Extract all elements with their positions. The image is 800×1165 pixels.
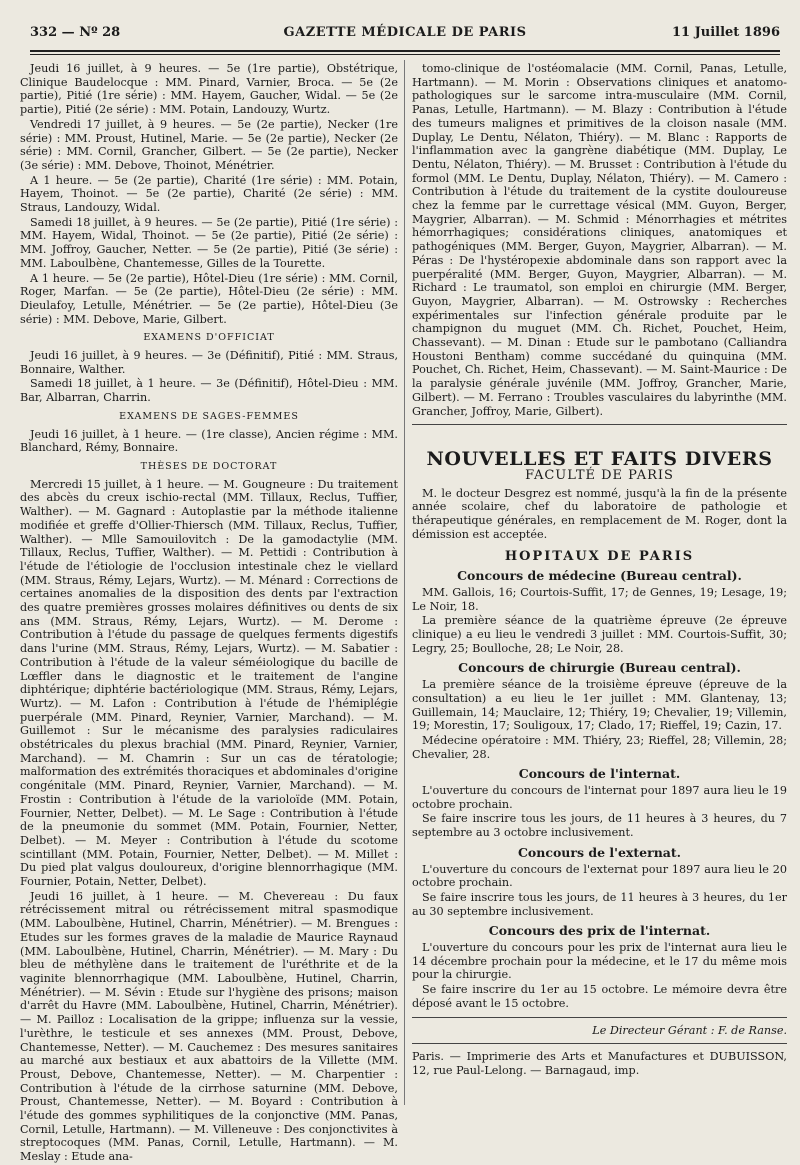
concours-medecine-heading: Concours de médecine (Bureau central). xyxy=(457,568,742,584)
prix-opening: L'ouverture du concours pour les prix de l'internat aura lieu le 14 décembre prochain pour la médecine, et le 17 du même mois pour la chirurgie. xyxy=(412,941,787,982)
faculty-heading: FACULTÉ DE PARIS xyxy=(525,467,674,483)
page-header xyxy=(30,25,780,45)
imprint-rule xyxy=(412,1043,787,1044)
section-rule xyxy=(412,424,787,425)
hospitals-heading: HOPITAUX DE PARIS xyxy=(504,548,695,564)
concours-chirurgie-scores: La première séance de la troisième épreuve (épreuve de la consultation) a eu lieu le 1er juillet : MM. Glantenay, 13; Guillemain, 14; Mauclaire, 12; Thiéry, 19; Chevalier, 19; Villemin, 19; Morestin, 17; Souligoux, 17; Clado, 17; Rieffel, 19; Cazin, 17. xyxy=(412,678,787,733)
section-heading-officiat: EXAMENS D'OFFICIAT xyxy=(143,332,275,344)
exam-schedule-thursday: Jeudi 16 juillet, à 9 heures. — 5e (1re partie), Obstétrique, Clinique Baudelocque : MM. Pinard, Varnier, Broca. — 5e (2e partie), Pitié (1re série) : MM. Hayem, Gaucher, Widal. — 5e (2e partie), Pitié (2e série) : MM. Potain, Landouzy, Wurtz. xyxy=(20,62,398,117)
concours-prix-heading: Concours des prix de l'internat. xyxy=(488,923,711,939)
prix-registration: Se faire inscrire du 1er au 15 octobre. Le mémoire devra être déposé avant le 15 octobre. xyxy=(412,983,787,1010)
exam-schedule-friday: Vendredi 17 juillet, à 9 heures. — 5e (2e partie), Necker (1re série) : MM. Proust, Hutinel, Marie. — 5e (2e partie), Necker (2e série) : MM. Cornil, Grancher, Gilbert. — 5e (2e partie), Necker (3e série) : MM. Debove, Thoinot, Ménétrier. xyxy=(20,117,398,172)
medecine-operatoire: Médecine opératoire : MM. Thiéry, 23; Rieffel, 28; Villemin, 28; Chevalier, 28. xyxy=(412,733,787,761)
section-heading-theses: THÈSES DE DOCTORAT xyxy=(140,460,278,472)
section-heading-sages-femmes: EXAMENS DE SAGES-FEMMES xyxy=(119,410,299,422)
internat-opening: L'ouverture du concours de l'internat pour 1897 aura lieu le 19 octobre prochain. xyxy=(412,784,787,811)
journal-title: GAZETTE MÉDICALE DE PARIS xyxy=(283,25,527,40)
director-signature: Le Directeur Gérant : F. de Ranse. xyxy=(592,1023,787,1037)
theses-continued: tomo-clinique de l'ostéomalacie (MM. Cornil, Panas, Letulle, Hartmann). — M. Morin : Observations cliniques et anatomo-pathologiques sur le sarcome intra-musculaire (MM. Cornil, Panas, Letulle, Hartmann). — M. Blazy : Contribution à l'étude des tumeurs malignes et primitives de la cloison nasale (MM. Duplay, Le Dentu, Nélaton, Thiéry). — M. Blanc : Rapports de l'inflammation avec la gangrène diabétique (MM. Duplay, Le Dentu, Nélaton, Thiéry). — M. Brusset : Contribution à l'étude du formol (MM. Le Dentu, Duplay, Nélaton, Thiéry). — M. Camero : Contribution à l'étude du traitement de la cystite douloureuse chez la femme par le currettage vésical (MM. Guyon, Berger, Maygrier, Albarran). — M. Schmid : Ménorrhagies et métrites hémorrhagiques; considérations cliniques, anatomiques et pathogéniques (MM. Berger, Guyon, Maygrier, Albarran). — M. Péras : De l'hystéropexie abdominale dans son rapport avec la puerpéralité (MM. Berger, Guyon, Maygrier, Albarran). — M. Richard : Le traumatol, son emploi en chirurgie (MM. Berger, Guyon, Maygrier, Albarran). — M. Ostrowsky : Recherches expérimentales sur l'infection générale produite par le champignon du muguet (MM. Ch. Richet, Pouchet, Heim, Chassevant). — M. Dinan : Etude sur le pambotano (Calliandra Houstoni Bentham) comme succédané du quinquina (MM. Pouchet, Ch. Richet, Heim, Chassevant). — M. Saint-Maurice : De la paralysie générale juvénile (MM. Joffroy, Grancher, Marie, Gilbert). — M. Ferrano : Troubles vasculaires du labyrinthe (MM. Grancher, Joffroy, Marie, Gilbert). xyxy=(412,62,787,418)
concours-chirurgie-heading: Concours de chirurgie (Bureau central). xyxy=(458,660,741,676)
faculty-news: M. le docteur Desgrez est nommé, jusqu'à la fin de la présente année scolaire, chef du laboratoire de pathologie et thérapeutique générales, en remplacement de M. Roger, dont la démission est acceptée. xyxy=(412,486,787,541)
officiat-saturday: Samedi 18 juillet, à 1 heure. — 3e (Définitif), Hôtel-Dieu : MM. Bar, Albarran, Charrin. xyxy=(20,377,398,405)
signature-rule xyxy=(412,1017,787,1018)
internat-registration: Se faire inscrire tous les jours, de 11 heures à 3 heures, du 7 septembre au 3 octobre inclusivement. xyxy=(412,812,787,840)
left-column xyxy=(20,62,398,1165)
concours-medecine-clinique: La première séance de la quatrième épreuve (2e épreuve clinique) a eu lieu le vendredi 3 juillet : MM. Courtois-Suffit, 30; Legry, 25; Boulloche, 28; Le Noir, 28. xyxy=(412,614,787,655)
externat-registration: Se faire inscrire tous les jours, de 11 heures à 3 heures, du 1er au 30 septembre inclusivement. xyxy=(412,890,787,918)
concours-internat-heading: Concours de l'internat. xyxy=(518,766,681,782)
header-rule xyxy=(30,50,780,52)
news-title: NOUVELLES ET FAITS DIVERS xyxy=(426,448,773,471)
concours-externat-heading: Concours de l'externat. xyxy=(517,844,682,860)
concours-medecine-scores: MM. Gallois, 16; Courtois-Suffit, 17; de Gennes, 19; Lesage, 19; Le Noir, 18. xyxy=(412,585,787,613)
issue-date: 11 Juillet 1896 xyxy=(671,25,780,40)
printer-imprint: Paris. — Imprimerie des Arts et Manufactures et DUBUISSON, 12, rue Paul-Lelong. — Barnagaud, imp. xyxy=(412,1050,787,1077)
column-divider xyxy=(404,60,405,1105)
exam-schedule-friday-afternoon: A 1 heure. — 5e (2e partie), Charité (1re série) : MM. Potain, Hayem, Thoinot. — 5e (2e partie), Charité (2e série) : MM. Straus, Landouzy, Widal. xyxy=(20,173,398,215)
theses-thursday: Jeudi 16 juillet, à 1 heure. — M. Chevereau : Du faux rétrécissement mitral ou rétrécissement mitral spasmodique (MM. Laboulbène, Hutinel, Charrin, Ménétrier). — M. Brengues : Etudes sur les formes graves de la maladie de Maurice Raynaud (MM. Laboulbène, Hutinel, Charrin, Ménétrier). — M. Mary : Du bleu de méthylène dans le traitement de l'uréthrite et de la vaginite blennorrhagique (MM. Laboulbène, Hutinel, Charrin, Ménétrier). — M. Sévin : Etude sur l'hygiène des prisons; maison d'arrêt du Havre (MM. Laboulbène, Hutinel, Charrin, Ménétrier). — M. Pailloz : Localisation de la grippe; influenza sur la vessie, l'urèthre, le testicule et ses annexes (MM. Proust, Debove, Chantemesse, Netter). — M. Cauchemez : Des mesures sanitaires au marché aux bestiaux et aux abattoirs de la Villette (MM. Proust, Debove, Chantemesse, Netter). — M. Charpentier : Contribution à l'étude de la cirrhose saturnine (MM. Debove, Proust, Chantemesse, Netter). — M. Boyard : Contribution à l'étude des gommes syphilitiques de la conjonctive (MM. Panas, Cornil, Letulle, Hartmann). — M. Villeneuve : Des conjonctivites à streptocoques (MM. Panas, Cornil, Letulle, Hartmann). — M. Meslay : Etude ana- xyxy=(20,889,398,1164)
exam-schedule-saturday-afternoon: A 1 heure. — 5e (2e partie), Hôtel-Dieu (1re série) : MM. Cornil, Roger, Marfan. — 5e (2e partie), Hôtel-Dieu (2e série) : MM. Dieulafoy, Letulle, Ménétrier. — 5e (2e partie), Hôtel-Dieu (3e série) : MM. Debove, Marie, Gilbert. xyxy=(20,271,398,326)
officiat-thursday: Jeudi 16 juillet, à 9 heures. — 3e (Définitif), Pitié : MM. Straus, Bonnaire, Walther. xyxy=(20,349,398,376)
theses-wednesday: Mercredi 15 juillet, à 1 heure. — M. Gougneure : Du traitement des abcès du creux ischio-rectal (MM. Tillaux, Reclus, Tuffier, Walther). — M. Gagnard : Autoplastie par la méthode italienne modifiée et greffe d'Ollier-Thiersch (MM. Tillaux, Reclus, Tuffier, Walther). — Mlle Samouilovitch : De la gamodactylie (MM. Tillaux, Reclus, Tuffier, Walther). — M. Pettidi : Contribution à l'étude de l'étiologie de l'occlusion intestinale chez le viellard (MM. Straus, Rémy, Lejars, Wurtz). — M. Ménard : Corrections de certaines anomalies de la disposition des dents par l'extraction des quatre premières grosses molaires définitives ou dents de six ans (MM. Straus, Rémy, Lejars, Wurtz). — M. Derome : Contribution à l'étude du passage de quelques ferments digestifs dans l'urine (MM. Straus, Rémy, Lejars, Wurtz). — M. Sabatier : Contribution à l'étude de la valeur séméiologique du bacille de Lœffler dans le diagnostic et le traitement de l'angine diphtérique; diphtérie bactériologique (MM. Straus, Rémy, Lejars, Wurtz). — M. Lafon : Contribution à l'étude de l'hémiplégie puerpérale (MM. Pinard, Reynier, Varnier, Marchand). — M. Guillemot : Sur le mécanisme des paralysies radiculaires obstétricales du plexus brachial (MM. Pinard, Reynier, Varnier, Marchand). — M. Chamrin : Sur un cas de tératologie; malformation des extrémités thoraciques et abdominales d'origine congénitale (MM. Pinard, Reynier, Varnier, Marchand). — M. Frostin : Contribution à l'étude de la varioloïde (MM. Potain, Fournier, Netter, Delbet). — M. Le Sage : Contribution à l'étude de la pneumonie du sommet (MM. Potain, Fournier, Netter, Delbet). — M. Meyer : Contribution à l'étude du scotome scintillant (MM. Potain, Fournier, Netter, Delbet). — M. Millet : Du pied plat valgus douloureux, d'origine blennorrhagique (MM. Fournier, Potain, Netter, Delbet). xyxy=(20,477,399,889)
sages-femmes-thursday: Jeudi 16 juillet, à 1 heure. — (1re classe), Ancien régime : MM. Blanchard, Rémy, Bonnaire. xyxy=(20,427,398,455)
header-rule-thin xyxy=(30,54,780,55)
externat-opening: L'ouverture du concours de l'externat pour 1897 aura lieu le 20 octobre prochain. xyxy=(412,862,787,890)
page-number: 332 — Nº 28 xyxy=(30,25,121,40)
right-column xyxy=(412,62,787,1079)
exam-schedule-saturday: Samedi 18 juillet, à 9 heures. — 5e (2e partie), Pitié (1re série) : MM. Hayem, Widal, Thoinot. — 5e (2e partie), Pitié (2e série) : MM. Joffroy, Gaucher, Netter. — 5e (2e partie), Pitié (3e série) : MM. Laboulbène, Chantemesse, Gilles de la Tourette. xyxy=(20,215,398,270)
